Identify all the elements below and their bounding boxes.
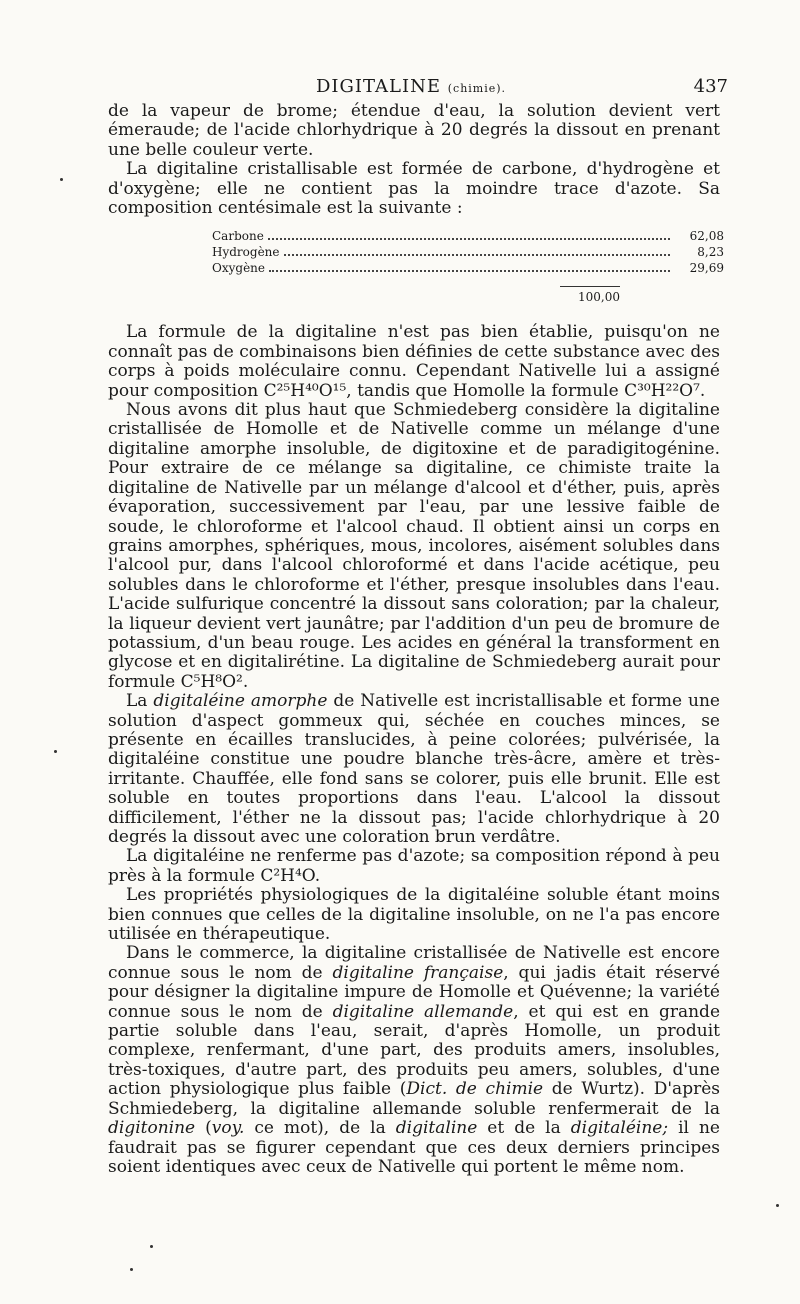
element-name: Oxygène <box>212 261 265 276</box>
paragraph-6: La digitaléine ne renferme pas d'azote; sa composition répond à peu près à la formule C²H⁴O. <box>108 846 720 886</box>
text-span: il ne faudrait pas se figurer cependant que ces deux derniers principes soient identiques avec ceux de Nativelle qui portent le même nom. <box>108 1118 720 1177</box>
composition-table <box>108 228 724 305</box>
italic-term: digitaléine amorphe <box>153 691 328 712</box>
composition-row <box>212 244 724 260</box>
paragraph-2: La digitaline cristallisable est formée de carbone, d'hydrogène et d'oxygène; elle ne contient pas la moindre trace d'azote. Sa composition centésimale est la suivante : <box>108 159 720 219</box>
paragraph-5 <box>108 692 720 847</box>
scan-speck <box>130 1268 133 1271</box>
text-span: de Nativelle est incristallisable et forme une solution d'aspect gommeux qui, séchée en couches minces, se présente en écailles translucides, à peine colorées; pulvérisée, la digitaléine constitue une poudre blanche très-âcre, amère et très-irritante. Chauffée, elle fond sans se colorer, puis elle brunit. Elle est soluble en toutes proportions dans l'eau. L'alcool la dissout difficilement, l'éther ne la dissout pas; l'acide chlorhydrique à 20 degrés la dissout avec une coloration brun verdâtre. <box>108 691 720 847</box>
page-number: 437 <box>693 76 728 97</box>
element-name: Hydrogène <box>212 245 280 260</box>
leader-dots <box>269 269 670 272</box>
composition-row <box>212 260 724 276</box>
total-rule <box>560 286 620 287</box>
scan-speck <box>54 750 57 753</box>
text-span: , qui jadis était réservé pour désigner la digitaline impure de Homolle et Quévenne; la variété connue sous le nom de <box>108 962 721 1022</box>
paragraph-1: de la vapeur de brome; étendue d'eau, la solution devient vert émeraude; de l'acide chlorhydrique à 20 degrés la dissout en prenant une belle couleur verte. <box>108 101 720 160</box>
text-span: ce mot), de la <box>244 1118 396 1139</box>
paragraph-7: Les propriétés physiologiques de la digitaléine soluble étant moins bien connues que celles de la digitaline insoluble, on ne l'a pas encore utilisée en thérapeutique. <box>108 885 720 945</box>
leader-dots <box>284 253 671 256</box>
running-title <box>316 76 506 97</box>
italic-term: digitaline allemande <box>332 1001 514 1022</box>
element-value: 29,69 <box>689 261 724 276</box>
composition-row <box>212 228 724 244</box>
italic-term: digitaléine; <box>570 1118 669 1139</box>
text-span: de Wurtz). D'après Schmiedeberg, la digitaline allemande soluble renfermerait de la <box>108 1079 720 1119</box>
text-span: et de la <box>477 1118 571 1139</box>
italic-term: digitaline <box>395 1118 478 1139</box>
element-value: 62,08 <box>689 229 724 244</box>
running-title-subtitle: (chimie). <box>447 82 507 95</box>
italic-term: voy. <box>211 1118 245 1139</box>
paragraph-3: La formule de la digitaline n'est pas bien établie, puisqu'on ne connaît pas de combinaisons bien définies de cette substance avec des corps à poids moléculaire connu. Cependant Nativelle lui a assigné pour composition C²⁵H⁴⁰O¹⁵, tandis que Homolle la formule C³⁰H²²O⁷. <box>108 322 720 401</box>
page-body <box>108 101 724 1177</box>
page-header <box>108 76 728 102</box>
running-title-main: DIGITALINE <box>316 76 442 97</box>
element-value: 8,23 <box>697 245 724 260</box>
italic-term: digitaline française <box>332 962 504 983</box>
paragraph-8 <box>108 944 720 1177</box>
text-span: ( <box>195 1118 212 1139</box>
scan-speck <box>150 1245 153 1248</box>
scan-speck <box>60 178 63 181</box>
text-span: , et qui est en grande partie soluble dans l'eau, serait, d'après Homolle, un produit complexe, renfermant, d'une part, des produits amers, insolubles, très-toxiques, d'autre part, des produits peu amers, solubles, d'une action physiologique plus faible ( <box>108 1001 720 1100</box>
element-name: Carbone <box>212 229 264 244</box>
scan-speck <box>776 1204 779 1207</box>
composition-total: 100,00 <box>578 290 620 305</box>
text-span: La <box>126 691 154 712</box>
italic-term: Dict. de chimie <box>406 1079 544 1100</box>
italic-term: digitonine <box>108 1118 196 1139</box>
paragraph-4: Nous avons dit plus haut que Schmiedeberg considère la digitaline cristallisée de Homolle et de Nativelle comme un mélange d'une digitaline amorphe insoluble, de digitoxine et de paradigitogénine. Pour extraire de ce mélange sa digitaline, ce chimiste traite la digitaline de Nativelle par un mélange d'alcool et d'éther, puis, après évaporation, successivement par l'eau, par une lessive faible de soude, le chloroforme et l'alcool chaud. Il obtient ainsi un corps en grains amorphes, sphériques, mous, incolores, aisément solubles dans l'alcool pur, dans l'alcool chloroformé et dans l'acide acétique, peu solubles dans le chloroforme et l'éther, presque insolubles dans l'eau. L'acide sulfurique concentré la dissout sans coloration; par la chaleur, la liqueur devient vert jaunâtre; par l'addition d'un peu de bromure de potassium, d'un beau rouge. Les acides en général la transforment en glycose et en digitalirétine. La digitaline de Schmiedeberg aurait pour formule C⁵H⁸O². <box>108 400 720 692</box>
leader-dots <box>268 237 670 240</box>
text-span: Dans le commerce, la digitaline cristallisée de Nativelle est encore connue sous le nom de <box>108 943 720 983</box>
